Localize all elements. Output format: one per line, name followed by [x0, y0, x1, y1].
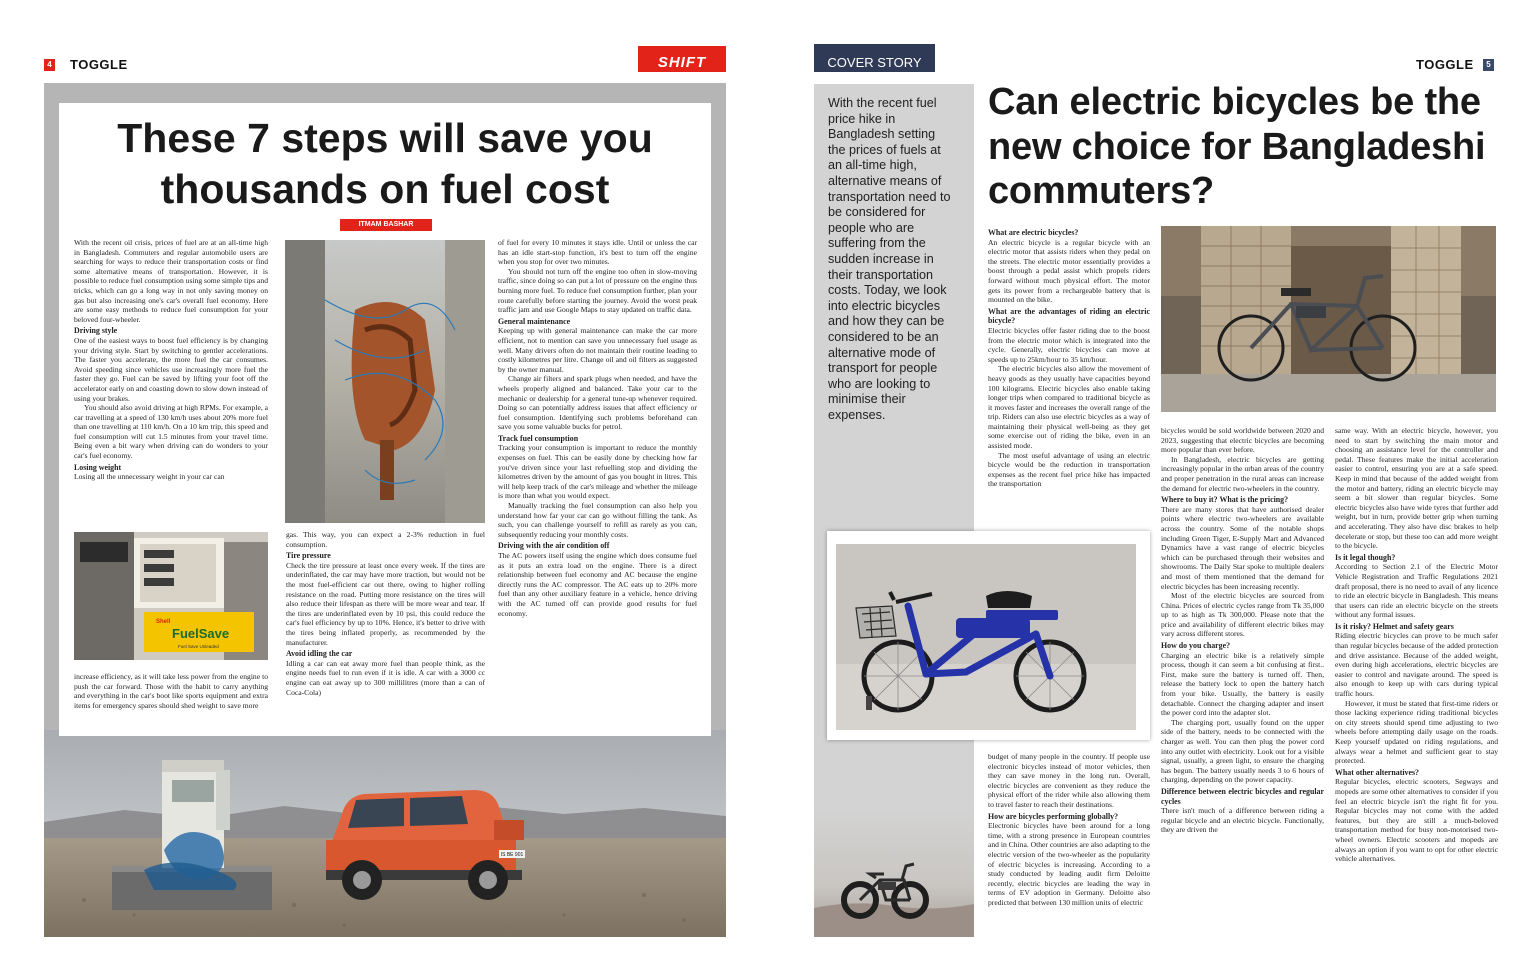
fuel-pump-car-photo: [44, 730, 726, 937]
tire-para: Check the tire pressure at least once every week. If the tires are underinflated, the car may have more traction, but would not be the most fuel-efficient car out there, owing to higher rolling resistance on the road. Putting more resistance on the tires will also reduce their lifespan as there will be more wear and tear. If the tires are underinflated even by 10 psi, this could reduce the car's fuel efficiency by up to 10%. Hence, it's better to drive with the tires being inflated properly, as recommended by the manufacturer.: [286, 560, 485, 647]
gas-para: gas. This way, you can expect a 2-3% reduction in fuel consumption.: [286, 530, 485, 549]
left-col-3: [498, 238, 697, 722]
driving-para-1: One of the easiest ways to boost fuel efficiency is by changing your driving style. Start by switching to gentler accelerations. The faster you accelerate, the more fuel the car consumes. Avoid speeding since vehicles use increasingly more fuel the faster they go. Fuel can be saved by lifting your foot off the accelerator early on and coasting down to slow down instead of using your brakes.: [74, 335, 268, 403]
adv-para-2: The electric bicycles also allow the movement of heavy goods as they usually have capacities beyond 100 kilograms. Electric bicycles also enable taking longer trips when compared to traditional bicycle as it moves faster and increases the overall range of the trip. Riders can also use electric bicycles as a way of maintaining their physical well-being as they get some exercise out of riding the bike, even in an assisted mode.: [988, 364, 1150, 451]
idle-cont-para: of fuel for every 10 minutes it stays idle. Until or unless the car has an idle start-stop function, it's best to turn off the engine when you stop for over two minutes.: [498, 238, 697, 267]
right-col-a: [988, 226, 1150, 526]
shift-logo: [638, 46, 726, 72]
budget-para: budget of many people in the country. If people use electronic bicycles instead of motor vehicles, then they can save money in the long run. Overall, electric bicycles are convenient as they reduce the physical effort of the rider while also allowing them to travel faster to reach their destinations.: [988, 752, 1150, 809]
left-headline: These 7 steps will save you thousands on fuel cost: [117, 115, 653, 212]
fuel-nozzle-photo: [285, 240, 485, 523]
diff-para: There isn't much of a difference between riding a regular bicycle and an electric bicycle. Functionally, they are driven the: [1161, 806, 1324, 835]
maintenance-para-2: Change air filters and spark plugs when needed, and have the wheels properly aligned and balanced. Take your car to the mechanic or dealership for a general tune-up whenever required. Doing so can potentially address issues that affect efficiency or fuel consumption. Identifying such problems beforehand can save you some valuable bucks for petrol.: [498, 374, 697, 432]
bangladesh-para: In Bangladesh, electric bicycles are getting increasingly popular in the urban areas of the country and proper penetration in the rural areas can increase the demand for electric two-wheelers in the country.: [1161, 454, 1324, 493]
left-page-number: 4: [44, 59, 55, 71]
where-para-2: Most of the electric bicycles are sourced from China. Prices of electric cycles range from Tk 35,000 up to as high as Tk 300,000. Please note that the price and availability of different electric bikes may vary across different stores.: [1161, 591, 1324, 639]
adv-para-1: Electric bicycles offer faster riding due to the boost from the electric motor which is integrated into the cycle. Generally, electric bicycles can move at speeds up to 25km/hour to 35 km/hour.: [988, 325, 1150, 364]
risky-para-1: Riding electric bicycles can prove to be much safer than regular bicycles because of the added protection and drive assistance. Because of the added weight, even during high accelerations, electric bicycles are easier to control and navigate around. The speed is also enough to keep up with cars during typical traffic hours.: [1335, 631, 1498, 699]
charge-para-2: The charging port, usually found on the upper side of the battery, needs to be connected with the charger as well. You can then plug the power cord into any outlet with electricity. Look out for a visible signal, usually, a green light, to ensure the charging has begun. The battery usually needs 3 to 6 hours of charging, depending on the power capacity.: [1161, 717, 1324, 785]
what-para: An electric bicycle is a regular bicycle with an electric motor that assists riders when they pedal on the streets. The electric motor essentially provides a boost through a pedal assist which propels riders forward without much physical effort. The motor gets its power from a rechargeable battery that is mounted on the bike.: [988, 237, 1150, 305]
fuelsave-sub-text: Fuel Save Unleaded: [178, 644, 219, 649]
fuelsave-pump-photo: [74, 532, 268, 660]
driving-para-2: You should also avoid driving at high RPMs. For example, a car travelling at a speed of 130 km/h uses about 20% more fuel than one travelling at 110 km/h. On a 10 km trip, this speed and fuel consumption will cut 1.5 minutes from your travel time. Being even a bit wary when driving can do wonders to your car's fuel economy.: [74, 403, 268, 461]
ac-para: The AC powers itself using the engine which does consume fuel as it puts an extra load on the engine. There is a direct relationship between fuel economy and AC because the engine directly runs the AC compressor. The AC eats up to 20% more fuel than any other auxiliary feature in a vehicle, hence driving with the AC turned off can provide good results for fuel economy.: [498, 551, 697, 618]
where-para-1: There are many stores that have authorised dealer points where electric two-wheelers are available across the country. Some of the notable shops including Green Tiger, E-Supply Mart and Advanced Dynamics have a vast range of electric bicycles which can be purchased through their websites and showrooms. The Daily Star spoke to multiple dealers and most of them mentioned that the demand for electric bicycles has been increasing recently.: [1161, 504, 1324, 591]
heading-avoid-idling: Avoid idling the car: [286, 649, 353, 659]
heading-general-maintenance: General maintenance: [498, 316, 571, 326]
heading-air-condition: Driving with the air condition off: [498, 541, 610, 551]
right-col-c: [1335, 426, 1498, 940]
shell-logo-text: Shell: [156, 619, 171, 625]
heading-losing-weight: Losing weight: [74, 462, 122, 472]
legal-para: According to Section 2.1 of the Electric Motor Vehicle Registration and Traffic Regulations 2021 draft proposal, there is no need to avail of any licence to ride an electric bicycle in Bangladesh. This means that users can ride an electric bicycle on the streets without any formal issues.: [1335, 562, 1498, 620]
fuelsave-sign-text: FuelSave: [172, 626, 230, 641]
ebike-stone-wall-photo: [1161, 226, 1496, 412]
heading-alternatives: What other alternatives?: [1335, 767, 1420, 777]
right-col-b: [1161, 426, 1324, 940]
left-col-1-bottom: [74, 672, 268, 722]
weight-para: Losing all the unnecessary weight in your car can: [74, 472, 225, 482]
right-col-a-bottom: [988, 752, 1150, 940]
heading-difference: Difference between electric bicycles and regular cycles: [1161, 786, 1324, 806]
heading-what-are-ebikes: What are electric bicycles?: [988, 228, 1079, 237]
heading-where-to-buy: Where to buy it? What is the pricing?: [1161, 495, 1289, 505]
left-section-label: TOGGLE: [70, 57, 128, 72]
blue-ebike-photo: [836, 544, 1136, 730]
global-para: Electronic bicycles have been around for a long time, with a strong presence in European countries and in China. Other countries are also adapting to the electric version of the two-wheeler as the popularity of electric bicycles is increasing. According to a study conducted by leading audit firm Deloitte recently, electric bicycles are leading the way in terms of EV adoption in Germany. Deloitte also predicted that between 130 million units of electric: [988, 821, 1150, 907]
idle-para: Idling a car can eat away more fuel than people think, as the engine needs fuel to run even if it is idle. A car with a 3000 cc engine can eat away up to 300 millilitres (more than a can of Coca-Cola): [286, 658, 485, 697]
shift-logo-text: SHIFT: [657, 54, 707, 71]
alternatives-para: Regular bicycles, electric scooters, Segways and mopeds are some other alternatives to consider if you feel an electric bicycle isn't the right fit for you. Regular bicycles may not come with the added features, but they are still a much-beloved transportation method for busy non-motorised two-wheel owners. Electric scooters and mopeds are always an option if you want to opt for other electric vehicle alternatives.: [1335, 777, 1498, 864]
right-headline: Can electric bicycles be the new choice for Bangladeshi commuters?: [988, 81, 1486, 212]
slow-traffic-para: You should not turn off the engine too often in slow-moving traffic, since doing so can put a lot of pressure on the engine thus burning more fuel. To reduce fuel consumption further, plan your route carefully before starting the journey. Avoid the worst peak traffic jam and use Google Maps to stay updated on traffic data.: [498, 266, 697, 315]
heading-risky: Is it risky? Helmet and safety gears: [1335, 621, 1454, 631]
right-section-label: TOGGLE: [1416, 57, 1474, 72]
left-section-name: [70, 57, 128, 72]
heading-legal: Is it legal though?: [1335, 552, 1396, 562]
left-byline: ITMAM BASHAR: [340, 219, 432, 231]
track-para-1: Tracking your consumption is important to reduce the monthly expenses on fuel. This can be easily done by checking how far you've driven since your last refuelling stop and dividing the kilometres driven by the amount of gas you bought in litres. This will help keep track of the car's mileage and whether the mileage is more than what you would expect.: [498, 443, 697, 501]
left-intro: With the recent oil crisis, prices of fuel are at an all-time high in Bangladesh. Commuters and regular automobile users are searching for ways to reduce their transportation costs or find some alternative means of transportation. However, it is possible to reduce fuel consumption using some simple tips and tricks, which can go a long way in not only saving money on gas but also increasing one's car's overall fuel economy. Here are some easy methods to reduce fuel consumption for your beloved four-wheeler.: [74, 238, 268, 324]
same-way-para: same way. With an electric bicycle, however, you need to start by switching the main motor and choosing an assistance level for the controller and pedal. These features make the initial acceleration easier to control, ensuring you are at a safe speed. Keep in mind that because of the added weight from the motor and battery, riding an electric bicycle may seem a bit slower than regular bicycles. Some electric bicycles also have wide tyres that further add weight, but in turn, provide better grip when turning and accelerating. They also have disc brakes to help decelerate or stop, but these too can add more weight to the bicycle.: [1335, 426, 1498, 551]
heading-track-fuel: Track fuel consumption: [498, 433, 579, 443]
right-section-name: [1416, 57, 1474, 72]
car-plate-text: IS BE 901: [500, 852, 524, 858]
heading-global: How are bicycles performing globally?: [988, 811, 1119, 821]
adv-para-3: The most useful advantage of using an electric bicycle would be the reduction in transportation expenses as the recent fuel price hike has impacted the transportation: [988, 450, 1150, 489]
heading-advantages: What are the advantages of riding an electric bicycle?: [988, 306, 1150, 326]
heading-tire-pressure: Tire pressure: [286, 551, 331, 561]
maintenance-para-1: Keeping up with general maintenance can make the car more efficient, not to mention can save you unnecessary fuel usage as well. Many drivers often do not maintain their routine leading to costly kilometres per litre. Change oil and oil filters as suggested by the owner manual.: [498, 326, 697, 374]
sold-para: bicycles would be sold worldwide between 2020 and 2023, suggesting that electric bicycles are becoming more popular than ever before.: [1161, 426, 1324, 455]
right-page: [770, 0, 1540, 980]
cover-story-tab: COVER STORY: [814, 44, 935, 72]
fat-bike-photo: [814, 808, 974, 937]
track-para-2: Manually tracking the fuel consumption can also help you understand how far your car can go without filling the tank. As such, you can challenge yourself to refill as rarely as you can, subsequently reducing your monthly costs.: [498, 501, 697, 539]
right-page-number: 5: [1483, 59, 1494, 71]
left-col-2: [286, 530, 485, 722]
risky-para-2: However, it must be stated that first-time riders or those lacking experience riding traditional bicycles on city streets should spend time adjusting to two wheels before attempting daily usage on the roads. Keep yourself updated on riding regulations, and always wear a helmet and sufficient gear to stay protected.: [1335, 698, 1498, 766]
heading-how-charge: How do you charge?: [1161, 641, 1231, 651]
intro-text: With the recent fuel price hike in Bangladesh setting the prices of fuels at an all-time high, alternative means of transportation need to be considered for people who are suffering from the sudden increase in their transportation costs. Today, we look into electric bicycles and how they can be considered to be an alternative mode of transport for people who are looking to minimise their expenses.: [828, 96, 951, 422]
charge-para-1: Charging an electric bike is a relatively simple process, though it can seem a bit confusing at first.. First, make sure the battery is turned off. Then, release the battery lock to open the battery hatch from your bike. Usually, the battery is easily detachable. Connect the charging adapter and insert the power cord into the adapter slot.: [1161, 650, 1324, 718]
weight-para-cont: increase efficiency, as it will take less power from the engine to push the car forward. Those with the habit to carry anything and everything in the car's boot like sports equipment and extra items for emergency spares should shed weight to save more: [74, 672, 268, 710]
left-col-1: [74, 238, 268, 530]
heading-driving-style: Driving style: [74, 326, 118, 336]
